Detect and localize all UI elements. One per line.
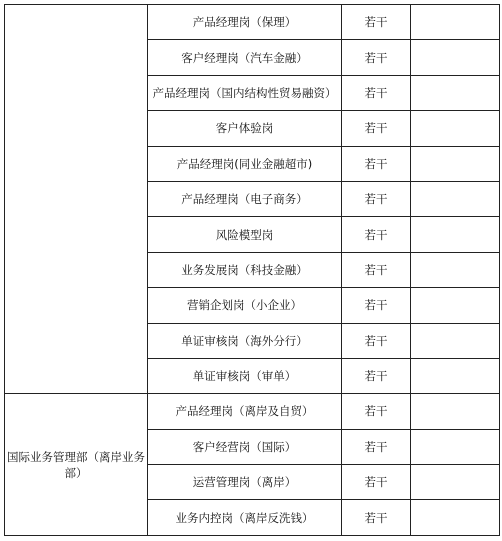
count-cell: 若干 <box>342 181 411 216</box>
table-row <box>5 5 500 40</box>
job-table-body <box>5 5 500 536</box>
count-cell: 若干 <box>342 288 411 323</box>
remarks-cell <box>411 358 500 393</box>
count-cell: 若干 <box>342 5 411 40</box>
count-cell: 若干 <box>342 465 411 500</box>
department-cell <box>5 394 148 536</box>
position-cell: 产品经理岗（国内结构性贸易融资） <box>148 75 342 110</box>
count-cell: 若干 <box>342 75 411 110</box>
department-name-line1: 国际业务管理部（离岸业务 <box>7 449 145 464</box>
department-name-line2: 部） <box>64 465 88 480</box>
remarks-cell <box>411 429 500 464</box>
position-cell: 单证审核岗（审单） <box>148 358 342 393</box>
count-cell: 若干 <box>342 429 411 464</box>
remarks-cell <box>411 288 500 323</box>
position-cell: 客户经营岗（国际） <box>148 429 342 464</box>
position-cell: 产品经理岗（离岸及自贸） <box>148 394 342 429</box>
remarks-cell <box>411 146 500 181</box>
position-cell: 业务发展岗（科技金融） <box>148 252 342 287</box>
remarks-cell <box>411 111 500 146</box>
remarks-cell <box>411 323 500 358</box>
remarks-cell <box>411 217 500 252</box>
remarks-cell <box>411 252 500 287</box>
position-cell: 产品经理岗(同业金融超市) <box>148 146 342 181</box>
position-cell: 单证审核岗（海外分行） <box>148 323 342 358</box>
remarks-cell <box>411 181 500 216</box>
remarks-cell <box>411 5 500 40</box>
count-cell: 若干 <box>342 394 411 429</box>
position-cell: 风险模型岗 <box>148 217 342 252</box>
department-cell <box>5 5 148 394</box>
remarks-cell <box>411 75 500 110</box>
position-cell: 产品经理岗（保理） <box>148 5 342 40</box>
remarks-cell <box>411 40 500 75</box>
position-cell: 运营管理岗（离岸） <box>148 465 342 500</box>
job-table <box>4 4 500 536</box>
remarks-cell <box>411 394 500 429</box>
position-cell: 客户经理岗（汽车金融） <box>148 40 342 75</box>
remarks-cell <box>411 500 500 535</box>
count-cell: 若干 <box>342 111 411 146</box>
count-cell: 若干 <box>342 500 411 535</box>
count-cell: 若干 <box>342 217 411 252</box>
count-cell: 若干 <box>342 146 411 181</box>
position-cell: 业务内控岗（离岸反洗钱） <box>148 500 342 535</box>
count-cell: 若干 <box>342 252 411 287</box>
position-cell: 客户体验岗 <box>148 111 342 146</box>
count-cell: 若干 <box>342 358 411 393</box>
count-cell: 若干 <box>342 323 411 358</box>
position-cell: 产品经理岗（电子商务） <box>148 181 342 216</box>
position-cell: 营销企划岗（小企业） <box>148 288 342 323</box>
count-cell: 若干 <box>342 40 411 75</box>
remarks-cell <box>411 465 500 500</box>
table-row <box>5 394 500 429</box>
